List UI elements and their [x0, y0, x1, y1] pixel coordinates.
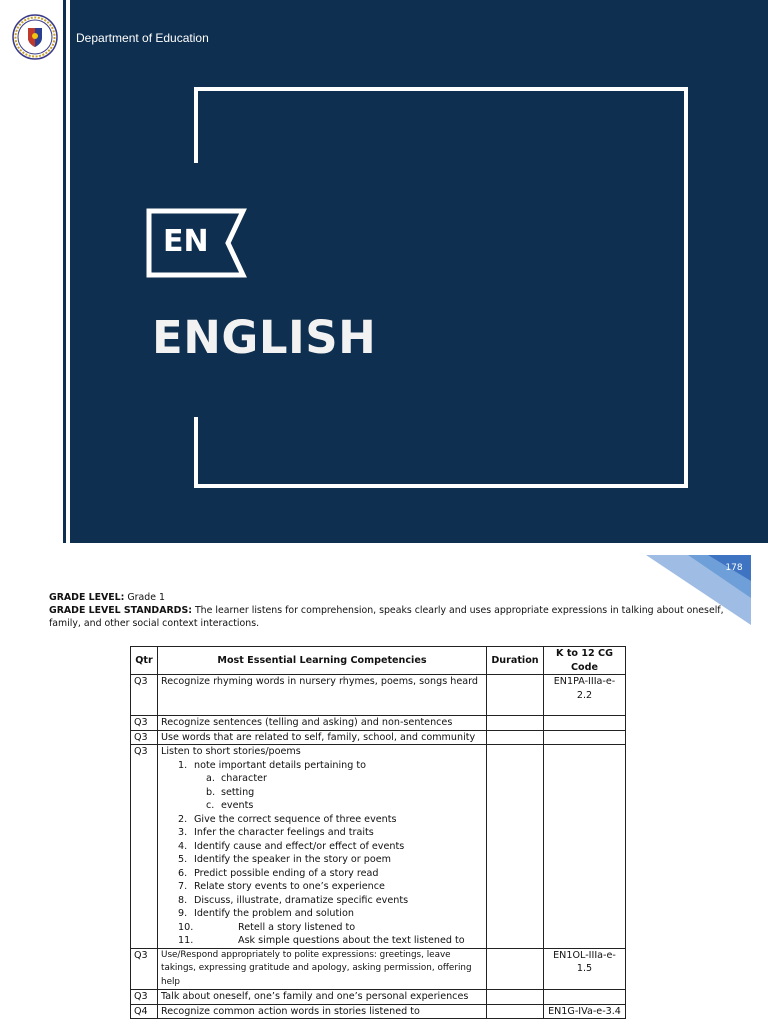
list-heading: Listen to short stories/poems: [161, 746, 301, 757]
table-row: [131, 745, 626, 949]
header-qtr: Qtr: [131, 647, 158, 675]
department-name: Department of Education: [76, 31, 209, 45]
list-item: 3. Infer the character feelings and traits: [178, 827, 374, 838]
cell-competency-list: [158, 745, 487, 949]
header-duration: Duration: [487, 647, 544, 675]
table-header-row: [131, 647, 626, 675]
grade-standards-text: The learner listens for comprehension, speaks clearly and uses appropriate expressions in talking about oneself, family, and other social context interactions.: [49, 605, 724, 629]
cell-competency: Talk about oneself, one’s family and one’s personal experiences: [158, 990, 487, 1005]
grade-level-label: GRADE LEVEL:: [49, 592, 125, 603]
cell-duration: [487, 990, 544, 1005]
cell-competency: Use words that are related to self, family, school, and community: [158, 730, 487, 745]
cell-duration: [487, 745, 544, 949]
cell-code: EN1OL-IIIa-e-1.5: [544, 948, 626, 990]
cell-competency: Recognize common action words in stories listened to: [158, 1004, 487, 1019]
cell-competency: Recognize sentences (telling and asking) and non-sentences: [158, 716, 487, 731]
cell-qtr: Q3: [131, 730, 158, 745]
grade-standards-label: GRADE LEVEL STANDARDS:: [49, 605, 192, 616]
list-item: 4. Identify cause and effect/or effect of events: [178, 840, 405, 852]
cell-duration: [487, 716, 544, 731]
list-item: 8. Discuss, illustrate, dramatize specific events: [178, 894, 409, 906]
table-row: [131, 730, 626, 745]
header-code: K to 12 CG Code: [544, 647, 626, 675]
list-item: 11. Ask simple questions about the text listened to: [178, 935, 465, 946]
cell-qtr: Q3: [131, 716, 158, 731]
cell-qtr: Q3: [131, 948, 158, 990]
table-row: [131, 948, 626, 990]
cell-competency: Recognize rhyming words in nursery rhymes, poems, songs heard: [158, 675, 487, 716]
cell-qtr: Q3: [131, 990, 158, 1005]
list-item: 6. Predict possible ending of a story read: [178, 867, 379, 879]
cell-duration: [487, 730, 544, 745]
competency-table: [130, 646, 626, 1019]
list-item: 9. Identify the problem and solution: [178, 908, 354, 919]
header-competency: Most Essential Learning Competencies: [158, 647, 487, 675]
grade-standards-line: [49, 604, 729, 630]
cell-code: [544, 990, 626, 1005]
en-badge-label: EN: [163, 224, 209, 259]
cell-qtr: Q3: [131, 675, 158, 716]
subject-title: ENGLISH: [152, 311, 377, 364]
list-item: 1. note important details pertaining to: [178, 759, 366, 771]
list-item: 2. Give the correct sequence of three events: [178, 813, 397, 825]
grade-level-value: Grade 1: [127, 592, 165, 603]
cell-code: [544, 745, 626, 949]
list-item: 5. Identify the speaker in the story or poem: [178, 854, 391, 865]
table-row: [131, 1004, 626, 1019]
grade-level-line: [49, 591, 729, 604]
cell-duration: [487, 675, 544, 716]
page-number: 178: [725, 563, 743, 573]
cell-code: [544, 730, 626, 745]
cell-code: [544, 716, 626, 731]
grade-info: [49, 591, 729, 630]
table-row: [131, 716, 626, 731]
cell-duration: [487, 948, 544, 990]
list-item: b. setting: [206, 786, 255, 798]
cell-code: EN1PA-IIIa-e-2.2: [544, 675, 626, 716]
list-item: 7. Relate story events to one’s experience: [178, 881, 385, 892]
table-row: [131, 990, 626, 1005]
list-item: 10. Retell a story listened to: [178, 921, 356, 933]
list-item: c. events: [206, 800, 254, 811]
cell-qtr: Q4: [131, 1004, 158, 1019]
cell-duration: [487, 1004, 544, 1019]
cell-qtr: Q3: [131, 745, 158, 949]
cell-code: EN1G-IVa-e-3.4: [544, 1004, 626, 1019]
list-item: a. character: [206, 773, 267, 784]
cell-competency: Use/Respond appropriately to polite expressions: greetings, leave takings, expressing gratitude and apology, asking permission, offering help: [158, 948, 487, 990]
table-row: [131, 675, 626, 716]
